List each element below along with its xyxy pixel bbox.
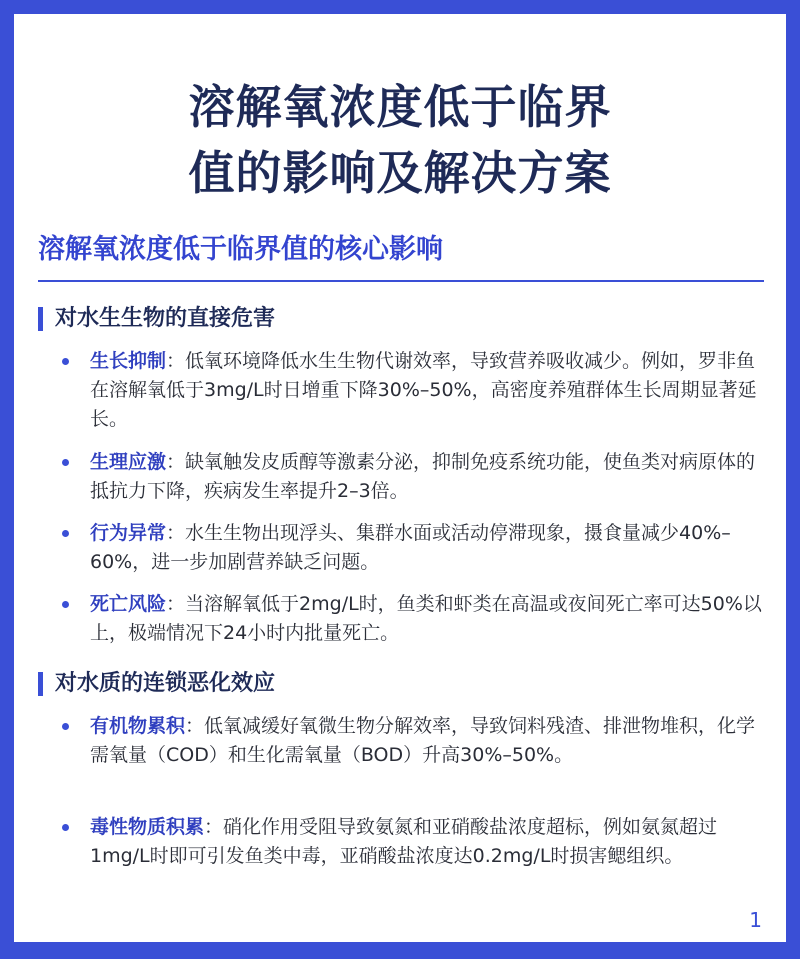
item-sep: ：	[185, 715, 205, 737]
item-term: 生理应激	[90, 451, 167, 473]
item-sep: ：	[166, 522, 186, 544]
page-title	[14, 74, 786, 206]
subheading-water-quality	[38, 669, 275, 699]
subheading-direct-harm	[38, 304, 275, 334]
list-item-growth	[62, 347, 768, 434]
bullet-dot-icon	[62, 358, 69, 365]
bullet-dot-icon	[62, 459, 69, 466]
item-text: 低氧环境降低水生生物代谢效率，导致营养吸收减少。例如，罗非鱼在溶解氧低于3mg/L时日增重下降30%–50%，高密度养殖群体生长周期显著延长。	[90, 350, 757, 430]
item-text: 当溶解氧低于2mg/L时，鱼类和虾类在高温或夜间死亡率可达50%以上，极端情况下24小时内批量死亡。	[90, 593, 762, 644]
list-item-mortality	[62, 590, 768, 648]
list-item-toxic	[62, 813, 768, 871]
item-text: 硝化作用受阻导致氨氮和亚硝酸盐浓度超标，例如氨氮超过1mg/L时即可引发鱼类中毒，亚硝酸盐浓度达0.2mg/L时损害鳃组织。	[90, 816, 718, 867]
page-title-line-1: 溶解氧浓度低于临界	[188, 80, 612, 134]
item-text: 低氧减缓好氧微生物分解效率，导致饲料残渣、排泄物堆积，化学需氧量（COD）和生化需氧量（BOD）升高30%–50%。	[90, 715, 756, 766]
page-title-line-2: 值的影响及解决方案	[188, 146, 612, 200]
section-divider	[38, 280, 764, 282]
subheading-text: 对水生生物的直接危害	[55, 306, 276, 331]
item-term: 行为异常	[90, 522, 167, 544]
subheading-bar	[38, 672, 43, 696]
subheading-bar	[38, 307, 43, 331]
bullet-dot-icon	[62, 601, 69, 608]
bullet-dot-icon	[62, 723, 69, 730]
item-term: 死亡风险	[90, 593, 167, 615]
item-text: 缺氧触发皮质醇等激素分泌，抑制免疫系统功能，使鱼类对病原体的抵抗力下降，疾病发生率提升2–3倍。	[90, 451, 756, 502]
item-sep: ：	[166, 593, 186, 615]
item-text: 水生生物出现浮头、集群水面或活动停滞现象，摄食量减少40%–60%，进一步加剧营养缺乏问题。	[90, 522, 731, 573]
bullet-dot-icon	[62, 824, 69, 831]
subheading-text: 对水质的连锁恶化效应	[55, 671, 276, 696]
item-term: 生长抑制	[90, 350, 167, 372]
item-sep: ：	[166, 451, 186, 473]
item-term: 毒性物质积累	[90, 816, 205, 838]
list-item-organic	[62, 712, 768, 770]
bullet-dot-icon	[62, 530, 69, 537]
content-card	[14, 14, 786, 942]
item-sep: ：	[204, 816, 224, 838]
section-title: 溶解氧浓度低于临界值的核心影响	[38, 234, 443, 265]
page-number: 1	[749, 908, 762, 932]
item-sep: ：	[166, 350, 186, 372]
list-item-behavior	[62, 519, 768, 577]
list-item-stress	[62, 448, 768, 506]
item-term: 有机物累积	[90, 715, 186, 737]
